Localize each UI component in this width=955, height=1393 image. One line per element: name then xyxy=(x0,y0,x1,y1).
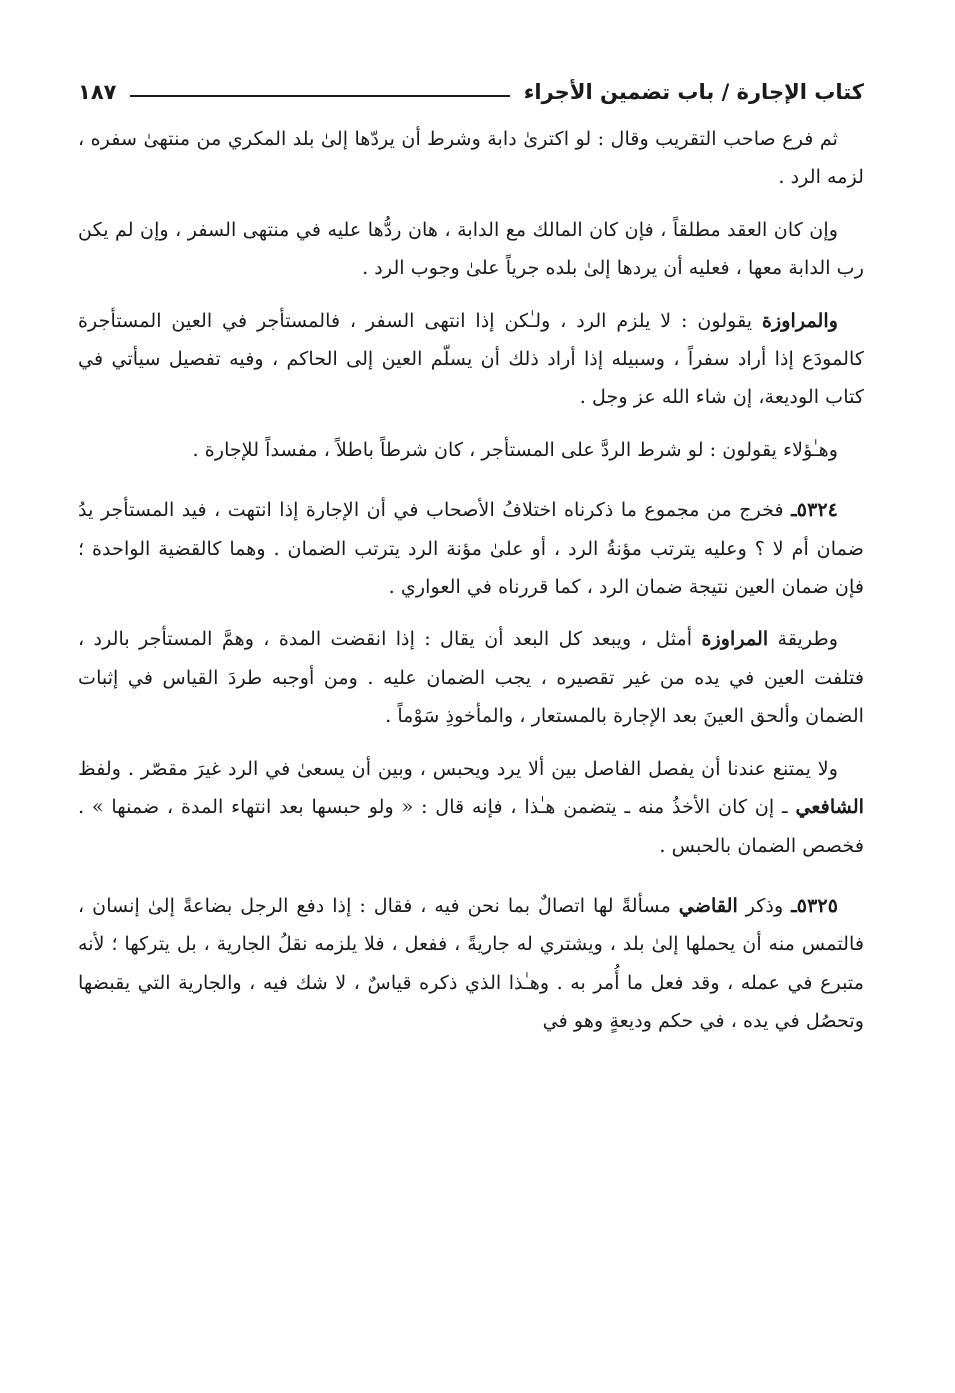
bold-term: الشافعي xyxy=(795,795,864,819)
paragraph-lead: وطريقة xyxy=(768,627,839,651)
bold-term: القاضي xyxy=(678,893,738,917)
bold-term: المراوزة xyxy=(701,627,769,651)
body-text xyxy=(78,120,864,1041)
running-header xyxy=(78,72,864,112)
paragraph-text: ثم فرع صاحب التقريب وقال : لو اكترىٰ دابة وشرط أن يردّها إلىٰ بلد المكري من منتهىٰ سفره ، لزمه الرد . xyxy=(78,127,864,189)
paragraph-text: مسألةً لها اتصالٌ بما نحن فيه ، فقال : إذا دفع الرجل بضاعةً إلىٰ إنسان ، فالتمس منه أن يحملها إلىٰ بلد ، ويشتري له جاريةً ، ففعل ، فلا يلزمه نقلُ الجارية ، بل يتركها ؛ لأنه متبرع في عمله ، وقد فعل ما أُمر به . وهـٰذا الذي ذكره قياسٌ ، لا شك فيه ، والجارية التي يقبضها وتحصُل في يده ، في حكم وديعةٍ وهو في xyxy=(78,893,864,1033)
numbered-paragraph xyxy=(78,491,864,606)
paragraph-text: أمثل ، ويبعد كل البعد أن يقال : إذا انقضت المدة ، وهمَّ المستأجر بالرد ، فتلفت العين في يده من غير تقصيره ، يجب الضمان عليه . ومن أوجبه طردَ القياس في إثبات الضمان وألحق العينَ بعد الإجارة بالمستعار ، والمأخوذِ سَوْماً . xyxy=(78,627,864,728)
paragraph-text: يقولون : لا يلزم الرد ، ولـٰكن إذا انتهى السفر ، فالمستأجر في العين المستأجرة كالمودَع إذا أراد سفراً ، وسبيله إذا أراد ذلك أن يسلّم العين إلى الحاكم ، وفيه تفصيل سيأتي في كتاب الوديعة، إن شاء الله عز وجل . xyxy=(78,308,864,409)
bold-term: والمراوزة xyxy=(761,308,838,332)
header-rule xyxy=(130,95,509,97)
paragraph-text: فخرج من مجموع ما ذكرناه اختلافُ الأصحاب في أن الإجارة إذا انتهت ، فيد المستأجر يدُ ضمان أم لا ؟ وعليه يترتب مؤنةُ الرد ، أو علىٰ مؤنة الرد يترتب الضمان . وهما كالقضية الواحدة ؛ فإن ضمان العين نتيجة ضمان الرد ، كما قررناه في العواري . xyxy=(78,498,864,599)
paragraph xyxy=(78,120,864,197)
running-title: كتاب الإجارة / باب تضمين الأجراء xyxy=(523,80,864,104)
section-number: ٥٣٢٥ـ xyxy=(791,893,839,917)
paragraph xyxy=(78,211,864,288)
numbered-paragraph xyxy=(78,887,864,1041)
paragraph-text: ـ إن كان الأخذُ منه ـ يتضمن هـٰذا ، فإنه قال : « ولو حبسها بعد انتهاء المدة ، ضمنها » . فخصص الضمان بالحبس . xyxy=(78,795,864,857)
paragraph xyxy=(78,750,864,865)
paragraph-lead: ولا يمتنع عندنا أن يفصل الفاصل بين ألا يرد ويحبس ، وبين أن يسعىٰ في الرد غيرَ مقصّر . ولفظ xyxy=(78,756,838,780)
paragraph xyxy=(78,302,864,417)
paragraph-lead: وذكر xyxy=(737,893,792,917)
paragraph xyxy=(78,431,864,469)
paragraph-text: وهـٰؤلاء يقولون : لو شرط الردَّ على المستأجر ، كان شرطاً باطلاً ، مفسداً للإجارة . xyxy=(192,437,838,461)
paragraph-text: وإن كان العقد مطلقاً ، فإن كان المالك مع الدابة ، هان ردُّها عليه في منتهى السفر ، وإن لم يكن رب الدابة معها ، فعليه أن يردها إلىٰ بلده جرياً علىٰ وجوب الرد . xyxy=(78,217,864,280)
section-number: ٥٣٢٤ـ xyxy=(791,498,838,522)
book-page xyxy=(78,72,864,1041)
paragraph xyxy=(78,620,864,735)
page-number: ١٨٧ xyxy=(78,80,117,104)
